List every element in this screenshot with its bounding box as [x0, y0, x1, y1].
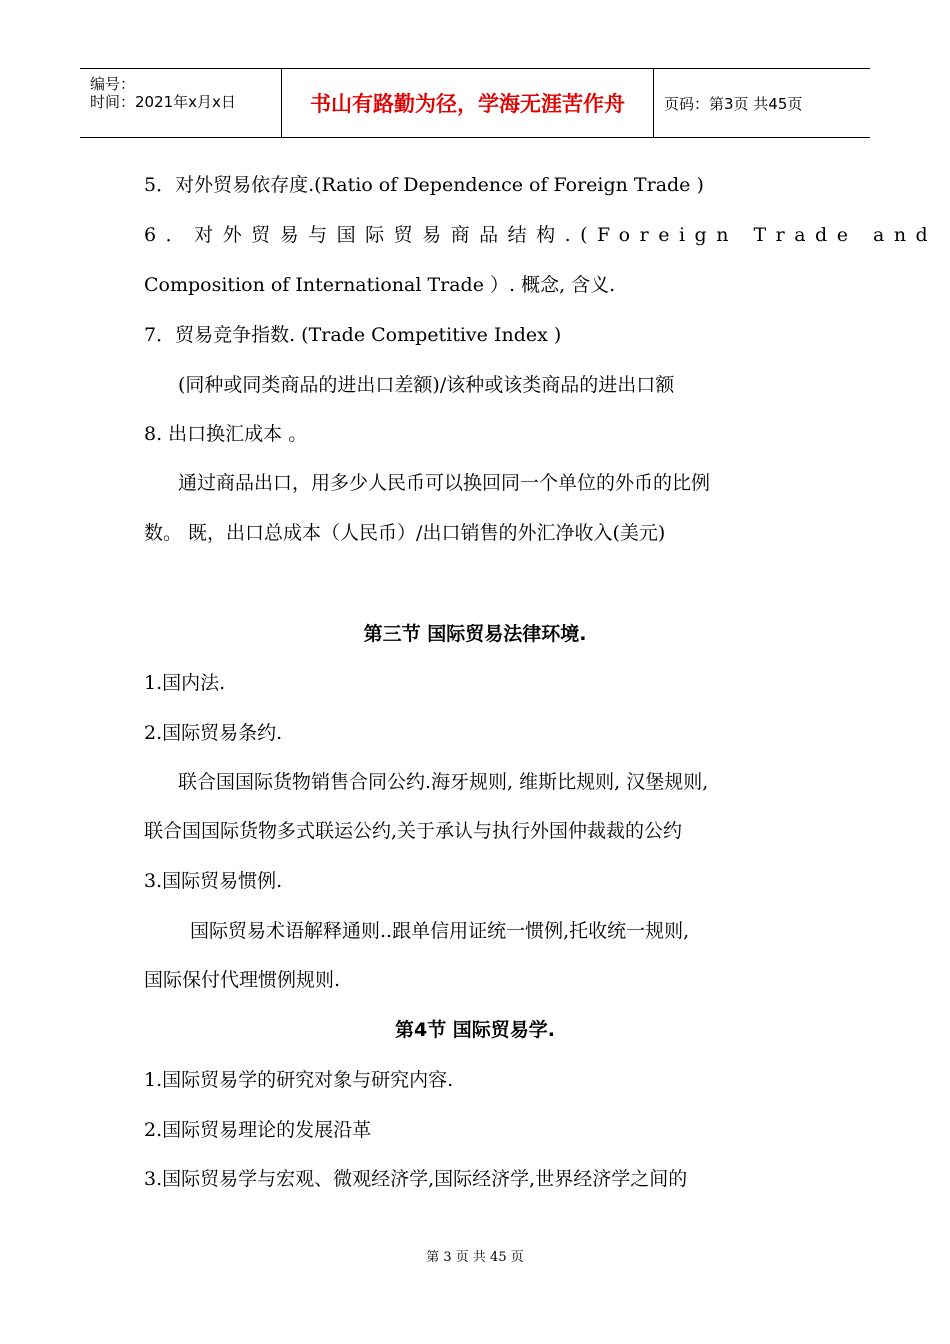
page-info: 页码：第3页 共45页 [664, 94, 803, 113]
time-label: 时间：2021年x月x日 [90, 93, 236, 111]
number-label: 编号： [90, 75, 136, 93]
section-3-title: 第三节 国际贸易法律环境. [363, 623, 587, 645]
s3-item-2: 2.国际贸易条约. [144, 722, 283, 744]
item-7: 7．贸易竞争指数. (Trade Competitive Index ) [144, 324, 562, 346]
s3-item-2-desc-line1: 联合国国际货物销售合同公约.海牙规则, 维斯比规则, 汉堡规则, [178, 771, 709, 793]
item-5: 5．对外贸易依存度.(Ratio of Dependence of Foreign Trade ) [144, 174, 704, 196]
s3-item-2-desc-line2: 联合国国际货物多式联运公约,关于承认与执行外国仲裁裁的公约 [144, 820, 683, 842]
s4-item-1: 1.国际贸易学的研究对象与研究内容. [144, 1069, 454, 1091]
page-footer: 第 3 页 共 45 页 [426, 1250, 524, 1265]
item-7-formula: (同种或同类商品的进出口差额)/该种或该类商品的进出口额 [178, 374, 675, 396]
s3-item-1: 1.国内法. [144, 672, 226, 694]
item-6-line2: Composition of International Trade ）. 概念, 含义. [144, 274, 616, 296]
item-8-desc-line1: 通过商品出口，用多少人民币可以换回同一个单位的外币的比例 [178, 472, 711, 494]
item-8-desc-line2: 数。 既，出口总成本（人民币）/出口销售的外汇净收入(美元) [144, 522, 666, 544]
header-meta-cell [80, 69, 282, 137]
s3-item-3-desc-line2: 国际保付代理惯例规则. [144, 969, 341, 991]
s3-item-3: 3.国际贸易惯例. [144, 870, 283, 892]
motto: 书山有路勤为径，学海无涯苦作舟 [282, 69, 654, 137]
section-4-title: 第4节 国际贸易学. [394, 1019, 556, 1041]
s4-item-3: 3.国际贸易学与宏观、微观经济学,国际经济学,世界经济学之间的 [144, 1168, 688, 1190]
document-header [80, 68, 870, 138]
s3-item-3-desc-line1: 国际贸易术语解释通则..跟单信用证统一惯例,托收统一规则, [190, 920, 690, 942]
item-8: 8. 出口换汇成本 。 [144, 423, 308, 445]
item-6-line1: 6．对外贸易与国际贸易商品结构.(Foreign Trade and [144, 224, 938, 246]
s4-item-2: 2.国际贸易理论的发展沿革 [144, 1119, 372, 1141]
